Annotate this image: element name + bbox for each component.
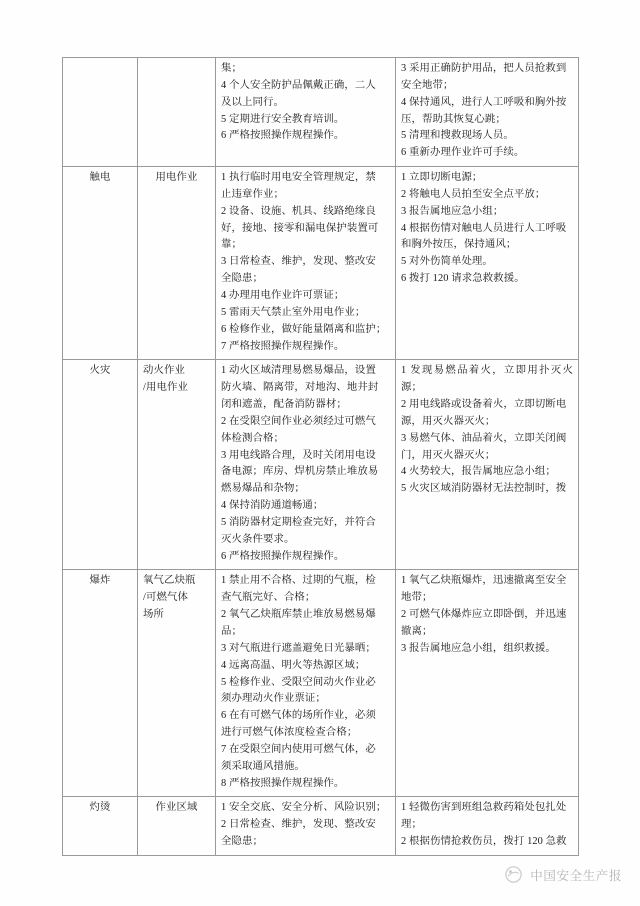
measure-line: 6 在有可燃气体的场所作业，必须 [221,710,376,722]
measure-line: 闭和遮盖，配备消防器材； [221,399,347,411]
emergency-line: 和胸外按压，保持通风； [401,239,517,251]
work-area-cell [138,58,216,167]
emergency-response-cell [396,58,579,167]
work-area-line: 动火作业 [143,365,185,377]
emergency-line: 4 火势较大，报告属地应急小组； [401,466,556,478]
measure-line: 靠； [221,239,242,251]
measure-line: 防火墙、隔离带，对地沟、地井封 [221,382,379,394]
measure-line: 6 严格按照操作规程操作。 [221,550,345,562]
measure-line: 灭火条件要求。 [221,533,295,545]
emergency-response-cell [396,360,579,570]
work-area-cell [138,570,216,797]
measure-line: 1 禁止用不合格、过期的气瓶，检 [221,575,376,587]
emergency-line: 1 发现易燃品着火，立即用扑灭火源； [401,365,573,394]
emergency-line: 3 报告属地应急小组； [401,205,504,217]
publisher-watermark [504,865,622,884]
control-measures-cell [216,58,396,167]
measure-line: 及以上同行。 [221,96,284,108]
emergency-line: 安全地带； [401,79,454,91]
measure-line: 1 安全交底、安全分析、风险识别； [221,802,387,814]
emergency-line: 2 用电线路或设备着火，立即切断电 [401,399,567,411]
emergency-line: 2 可燃气体爆炸应立即卧倒，并迅速 [401,609,567,621]
measure-line: 6 检修作业，做好能量隔离和监护； [221,323,387,335]
emergency-line: 5 火灾区域消防器材无法控制时，拨 [401,483,567,495]
measure-line: 2 日常检查、维护，发现、整改安 [221,819,376,831]
table-row [63,167,579,360]
emergency-line: 1 轻微伤害到班组急救药箱处包扎处 [401,802,567,814]
measure-line: 2 设备、设施、机具、线路绝缘良 [221,205,376,217]
emergency-line: 理； [401,819,422,831]
work-area-cell [138,360,216,570]
emergency-line: 1 立即切断电源； [401,172,483,184]
emergency-line: 6 重新办理作业许可手续。 [401,147,525,159]
hazard-type-cell: 爆炸 [63,570,138,797]
emergency-line: 撤离； [401,626,433,637]
hazard-type-cell: 灼烫 [63,797,138,856]
measure-line: 5 定期进行安全教育培训。 [221,113,345,125]
measure-line: 止违章作业； [221,188,284,200]
work-area-line: 氧气乙炔瓶 [143,575,196,587]
measure-line: 5 雷雨天气禁止室外用电作业； [221,306,366,318]
circular-logo-icon [504,865,523,884]
measure-line: 全隐患； [221,836,263,848]
emergency-line: 源，用灭火器灭火； [401,415,496,427]
emergency-response-cell [396,797,579,856]
table-row [63,570,579,797]
measure-line: 1 动火区域清理易燃易爆品，设置 [221,365,376,377]
measure-line: 8 严格按照操作规程操作。 [221,777,345,789]
control-measures-cell [216,797,396,856]
measure-line: 2 氧气乙炔瓶库禁止堆放易燃易爆 [221,609,376,621]
measure-line: 查气瓶完好、合格； [221,592,316,604]
measure-line: 4 保持消防通道畅通； [221,500,324,512]
hazard-type-cell: 触电 [63,167,138,360]
measure-line: 5 消防器材定期检查完好，并符合 [221,516,376,528]
measure-line: 体检测合格； [221,432,284,444]
work-area-line: 场所 [143,609,164,621]
measure-line: 1 执行临时用电安全管理规定，禁 [221,172,376,184]
measure-line: 全隐患； [221,273,263,285]
work-area-line: /用电作业 [143,382,188,394]
measure-line: 3 用电线路合理，及时关闭用电设 [221,449,376,461]
work-area-cell: 用电作业 [138,167,216,360]
emergency-line: 4 根据伤情对触电人员进行人工呼吸 [401,222,567,234]
measure-line: 7 在受限空间内使用可燃气体，必 [221,743,376,755]
measure-line: 集； [221,63,242,74]
emergency-line: 压，帮助其恢复心跳； [401,113,506,125]
emergency-line: 3 易燃气体、油品着火，立即关闭阀 [401,432,567,444]
measure-line: 3 日常检查、维护，发现、整改安 [221,256,376,268]
measure-line: 2 在受限空间作业必须经过可燃气 [221,415,376,427]
hazard-type-cell: 火灾 [63,360,138,570]
measure-line: 品； [221,626,242,637]
control-measures-cell [216,570,396,797]
emergency-line: 5 对外伤简单处理。 [401,256,493,268]
emergency-response-cell [396,167,579,360]
emergency-line: 1 氧气乙炔瓶爆炸，迅速撤离至安全 [401,575,567,587]
table-body [63,58,579,856]
emergency-line: 门，用灭火器灭火； [401,449,496,461]
measure-line: 6 严格按照操作规程操作。 [221,130,345,142]
table-row [63,360,579,570]
measure-line: 须采取通风措施。 [221,760,305,772]
table-row [63,797,579,856]
risk-control-table [62,57,579,856]
publisher-name: 中国安全生产报 [530,868,622,883]
emergency-line: 3 采用正确防护用品，把人员抢救到 [401,63,567,74]
measure-line: 3 对气瓶进行遮盖避免日光暴晒； [221,642,376,654]
measure-line: 备电源；库房、焊机房禁止堆放易 [221,466,379,478]
emergency-line: 5 清理和搜救现场人员。 [401,130,514,142]
hazard-type-cell [63,58,138,167]
emergency-line: 2 将触电人员拍至安全点平放； [401,188,546,200]
measure-line: 须办理动火作业票证； [221,693,326,705]
emergency-line: 2 根据伤情抢救伤员，拨打 120 急救 [401,836,567,848]
control-measures-cell [216,167,396,360]
work-area-line: /可燃气体 [143,592,188,604]
measure-line: 进行可燃气体浓度检查合格； [221,727,358,739]
emergency-line: 3 报告属地应急小组，组织救援。 [401,642,556,654]
measure-line: 好，接地、接零和漏电保护装置可 [221,222,379,234]
measure-line: 4 办理用电作业许可票证； [221,289,345,301]
control-measures-cell [216,360,396,570]
work-area-cell: 作业区域 [138,797,216,856]
measure-line: 4 个人安全防护品佩戴正确，二人 [221,79,376,91]
measure-line: 燃易爆品和杂物； [221,483,305,495]
measure-line: 7 严格按照操作规程操作。 [221,340,345,352]
emergency-line: 4 保持通风，进行人工呼吸和胸外按 [401,96,567,108]
measure-line: 5 检修作业、受限空间动火作业必 [221,676,376,688]
emergency-line: 6 拨打 120 请求急救救援。 [401,273,525,285]
table-row [63,58,579,167]
measure-line: 4 远离高温、明火等热源区域； [221,659,366,671]
emergency-line: 地带； [401,592,433,604]
emergency-response-cell [396,570,579,797]
